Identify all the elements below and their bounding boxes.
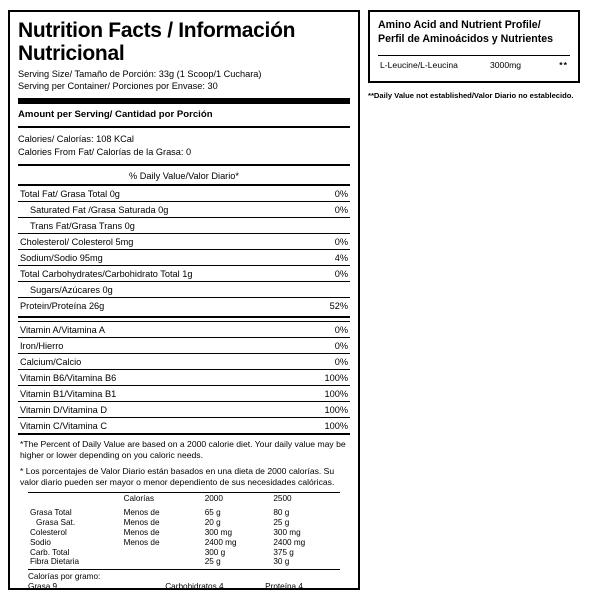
amino-acid-box: [368, 10, 580, 83]
table-header-row: [28, 493, 340, 503]
divider-thick: [18, 98, 350, 104]
calorie-info: [18, 131, 350, 161]
nutrient-value: 4%: [300, 250, 350, 266]
nutrient-value: 0%: [300, 234, 350, 250]
daily-value-reference-table: [28, 492, 340, 566]
nutrient-name: Sugars/Azúcares 0g: [18, 282, 300, 298]
dv-qualifier: [122, 557, 203, 567]
dv-col2-header: Calorías: [123, 493, 155, 503]
dv-label: Fibra Dietaria: [29, 557, 80, 567]
table-row: [18, 418, 350, 434]
daily-value-header: % Daily Value/Valor Diario*: [129, 171, 239, 182]
dv-2000: 25 g: [204, 557, 221, 567]
nutrient-table: [18, 184, 350, 313]
vitamin-name: Vitamin C/Vitamina C: [18, 418, 300, 434]
table-row: [28, 557, 340, 567]
vitamin-value: 100%: [300, 402, 350, 418]
dv-qualifier: [122, 547, 203, 557]
nutrient-name: Protein/Proteína 26g: [18, 298, 300, 314]
nutrient-name: Total Fat/ Grasa Total 0g: [18, 185, 300, 202]
table-row: [18, 250, 350, 266]
vitamin-value: 0%: [300, 322, 350, 338]
amino-acid-footnote: **Daily Value not established/Valor Diario no establecido.: [368, 90, 574, 100]
dv-label: Carb. Total: [29, 547, 70, 557]
footnote-spanish: * Los porcentajes de Valor Diario están basados en una dieta de 2000 calorías. Su valor diario pueden ser mayor o menor dependiento de sus necesidades calóricas.: [20, 465, 335, 488]
calories-per-gram-values: [28, 581, 340, 591]
table-row: [18, 386, 350, 402]
amount-per-serving: Amount per Serving/ Cantidad por Porción: [18, 109, 213, 121]
table-row: [28, 508, 340, 518]
amino-acid-title: Amino Acid and Nutrient Profile/ Perfil de Aminoácidos y Nutrientes: [378, 19, 554, 46]
table-row: [18, 266, 350, 282]
table-row: [18, 322, 350, 338]
nutrient-name: Sodium/Sodio 95mg: [18, 250, 300, 266]
amino-acid-panel: [368, 10, 580, 590]
nutrient-value: 0%: [300, 266, 350, 282]
table-row: [18, 402, 350, 418]
table-row: [28, 547, 340, 557]
vitamin-value: 100%: [300, 386, 350, 402]
dv-label: Colesterol: [29, 527, 67, 537]
dv-qualifier: Menos de: [123, 537, 160, 547]
table-row: [378, 55, 570, 73]
vitamin-value: 100%: [300, 370, 350, 386]
table-row: [18, 282, 350, 298]
dv-2000: 300 g: [204, 547, 226, 557]
dv-col1-header: [28, 493, 122, 503]
calories-line: Calories/ Calorías: 108 KCal: [18, 134, 134, 145]
footnote-block: [18, 433, 350, 492]
dv-2500: 30 g: [273, 557, 290, 567]
table-row: [28, 518, 340, 528]
vitamin-name: Vitamin A/Vitamina A: [18, 322, 300, 338]
nutrient-name: Trans Fat/Grasa Trans 0g: [18, 218, 300, 234]
divider-medium-1: [18, 126, 350, 128]
calories-per-gram-carb: Carbohidratos 4: [165, 581, 224, 591]
table-row: [28, 537, 340, 547]
nutrient-name: Total Carbohydrates/Carbohidrato Total 1g: [18, 266, 300, 282]
nutrition-facts-panel: [8, 10, 360, 590]
nutrient-name: Cholesterol/ Colesterol 5mg: [18, 234, 300, 250]
dv-2500: 25 g: [273, 518, 290, 528]
dv-2500: 80 g: [273, 508, 290, 518]
vitamin-name: Iron/Hierro: [18, 338, 300, 354]
dv-label: Grasa Sat.: [35, 518, 76, 528]
page-title: Nutrition Facts / Información Nutricional: [18, 19, 296, 65]
amino-acid-daily-value: **: [559, 59, 568, 70]
dv-label: Grasa Total: [29, 508, 72, 518]
nutrient-value: [300, 282, 350, 298]
dv-col4-header: 2500: [273, 493, 292, 503]
nutrient-value: [300, 218, 350, 234]
amino-acid-name: L-Leucine/L-Leucina: [380, 59, 458, 70]
dv-2500: 300 mg: [273, 527, 301, 537]
table-row: [18, 354, 350, 370]
table-row: [18, 202, 350, 218]
vitamin-value: 100%: [300, 418, 350, 434]
dv-2000: 20 g: [204, 518, 221, 528]
dv-qualifier: Menos de: [123, 518, 160, 528]
vitamin-table: [18, 321, 350, 433]
dv-qualifier: Menos de: [123, 508, 160, 518]
vitamin-name: Vitamin B6/Vitamina B6: [18, 370, 300, 386]
table-row: [18, 298, 350, 314]
footnote-english: *The Percent of Daily Value are based on a 2000 calorie diet. Your daily value may be higher or lower depending on you caloric needs.: [20, 439, 346, 461]
calories-per-gram-protein: Proteína 4: [265, 581, 303, 591]
table-row: [18, 218, 350, 234]
dv-label: Sodio: [29, 537, 51, 547]
dv-2000: 65 g: [204, 508, 221, 518]
dv-2000: 300 mg: [204, 527, 232, 537]
table-row: [18, 185, 350, 202]
nutrient-value: 0%: [300, 185, 350, 202]
dv-2500: 2400 mg: [273, 537, 306, 547]
serving-size: Serving Size/ Tamaño de Porción: 33g (1 Scoop/1 Cuchara): [18, 69, 262, 80]
servings-per-container: Serving per Container/ Porciones por Envase: 30: [18, 81, 218, 92]
table-row: [18, 370, 350, 386]
vitamin-value: 0%: [300, 338, 350, 354]
table-row: [18, 234, 350, 250]
dv-2000: 2400 mg: [204, 537, 237, 547]
divider-medium-3: [18, 316, 350, 318]
nutrient-value: 0%: [300, 202, 350, 218]
vitamin-value: 0%: [300, 354, 350, 370]
dv-col3-header: 2000: [204, 493, 223, 503]
vitamin-name: Vitamin B1/Vitamina B1: [18, 386, 300, 402]
dv-qualifier: Menos de: [123, 527, 160, 537]
nutrient-value: 52%: [300, 298, 350, 314]
vitamin-name: Vitamin D/Vitamina D: [18, 402, 300, 418]
divider-medium-2: [18, 164, 350, 166]
calories-from-fat-line: Calories From Fat/ Calorías de la Grasa: 0: [18, 146, 192, 157]
calories-per-gram-fat: Grasa 9: [27, 581, 58, 591]
amino-acid-amount: 3000mg: [490, 59, 522, 70]
vitamin-name: Calcium/Calcio: [18, 354, 300, 370]
calories-per-gram-label: Calorías por gramo:: [27, 571, 101, 581]
nutrient-name: Saturated Fat /Grasa Saturada 0g: [18, 202, 300, 218]
serving-info: [18, 69, 350, 93]
calories-per-gram-block: [28, 569, 340, 591]
table-row: [28, 528, 340, 538]
dv-2500: 375 g: [273, 547, 294, 557]
table-row: [18, 338, 350, 354]
